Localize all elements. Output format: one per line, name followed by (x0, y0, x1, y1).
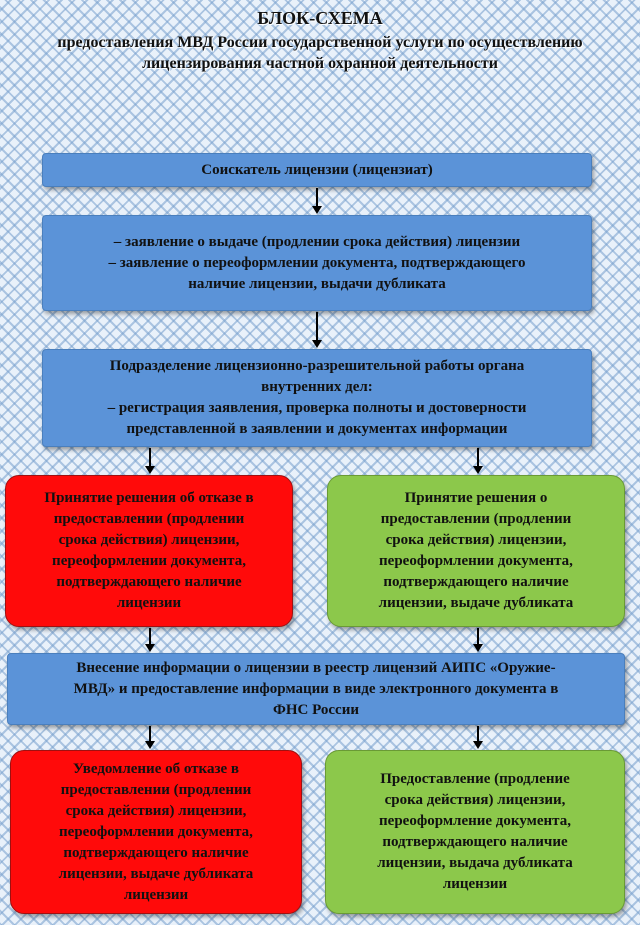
node-text-line: – регистрация заявления, проверка полноты и достоверности (107, 400, 527, 416)
node-text-line: Уведомление об отказе в (72, 760, 239, 777)
node-text-line: Внесение информации о лицензии в реестр лицензий АИПС «Оружие- (76, 659, 556, 676)
node-text-line: лицензии, выдача дубликата (377, 855, 573, 871)
node-text-line: наличие лицензии, выдачи дубликата (188, 275, 446, 292)
node-text-line: лицензии, выдаче дубликата (58, 865, 254, 882)
node-application (42, 215, 592, 311)
arrow-application-to-licensing-unit (316, 312, 318, 341)
node-text-line: предоставлении (продлении (380, 511, 572, 527)
node-text-line: лицензии, выдаче дубликата (378, 595, 574, 611)
diagram-title: БЛОК-СХЕМА (257, 8, 383, 28)
node-grant-result (325, 750, 625, 914)
arrow-applicant-to-application (316, 188, 318, 207)
node-text-line: МВД» и предоставление информации в виде электронного документа в (73, 680, 559, 697)
node-text-line: представленной в заявлении и документах информации (126, 421, 508, 437)
node-text-line: внутренних дел: (261, 379, 373, 395)
node-text-line: Соискатель лицензии (лицензиат) (201, 161, 433, 178)
node-text-line: переоформление документа, (379, 813, 571, 829)
arrow-registry-to-notify-refusal (149, 726, 151, 742)
arrow-registry-to-grant-result (477, 726, 479, 742)
node-decision-grant (327, 475, 625, 627)
subtitle-line: лицензирования частной охранной деятельности (142, 55, 498, 72)
node-text-line: переоформлении документа, (379, 553, 573, 569)
arrow-licensing-unit-to-refusal (149, 448, 151, 467)
node-text-line: срока действия) лицензии, (58, 532, 240, 548)
node-text-line: Предоставление (продление (380, 771, 570, 787)
node-applicant (42, 153, 592, 187)
node-text-line: подтверждающего наличие (56, 574, 242, 590)
node-licensing-unit (42, 349, 592, 447)
subtitle-line: предоставления МВД России государственной услуги по осуществлению (57, 34, 583, 51)
node-notify-refusal (10, 750, 302, 914)
node-text-line: – заявление о переоформлении документа, подтверждающего (108, 254, 526, 271)
node-text-line: Подразделение лицензионно-разрешительной работы органа (109, 358, 525, 374)
node-text-line: подтверждающего наличие (382, 834, 568, 850)
node-text-line: лицензии (123, 886, 189, 903)
node-text-line: Принятие решения об отказе в (44, 490, 254, 506)
node-text-line: срока действия) лицензии, (384, 792, 566, 808)
node-text-line: Принятие решения о (404, 490, 548, 506)
node-registry (7, 653, 625, 725)
node-text-line: подтверждающего наличие (63, 844, 249, 861)
arrow-grant-to-registry (477, 628, 479, 645)
arrow-licensing-unit-to-grant (477, 448, 479, 467)
diagram-subtitle (0, 32, 640, 74)
node-text-line: предоставлении (продлении (53, 511, 245, 527)
node-text-line: лицензии (442, 876, 508, 892)
node-decision-refusal (5, 475, 293, 627)
node-text-line: предоставлении (продлении (60, 781, 252, 798)
node-text-line: – заявление о выдаче (продлении срока действия) лицензии (113, 233, 521, 250)
node-text-line: срока действия) лицензии, (65, 802, 247, 819)
node-text-line: подтверждающего наличие (383, 574, 569, 590)
node-text-line: переоформлении документа, (52, 553, 246, 569)
node-text-line: лицензии (116, 595, 182, 611)
node-text-line: переоформлении документа, (59, 823, 253, 840)
node-text-line: срока действия) лицензии, (385, 532, 567, 548)
node-text-line: ФНС России (272, 701, 359, 718)
arrow-refusal-to-registry (149, 628, 151, 645)
